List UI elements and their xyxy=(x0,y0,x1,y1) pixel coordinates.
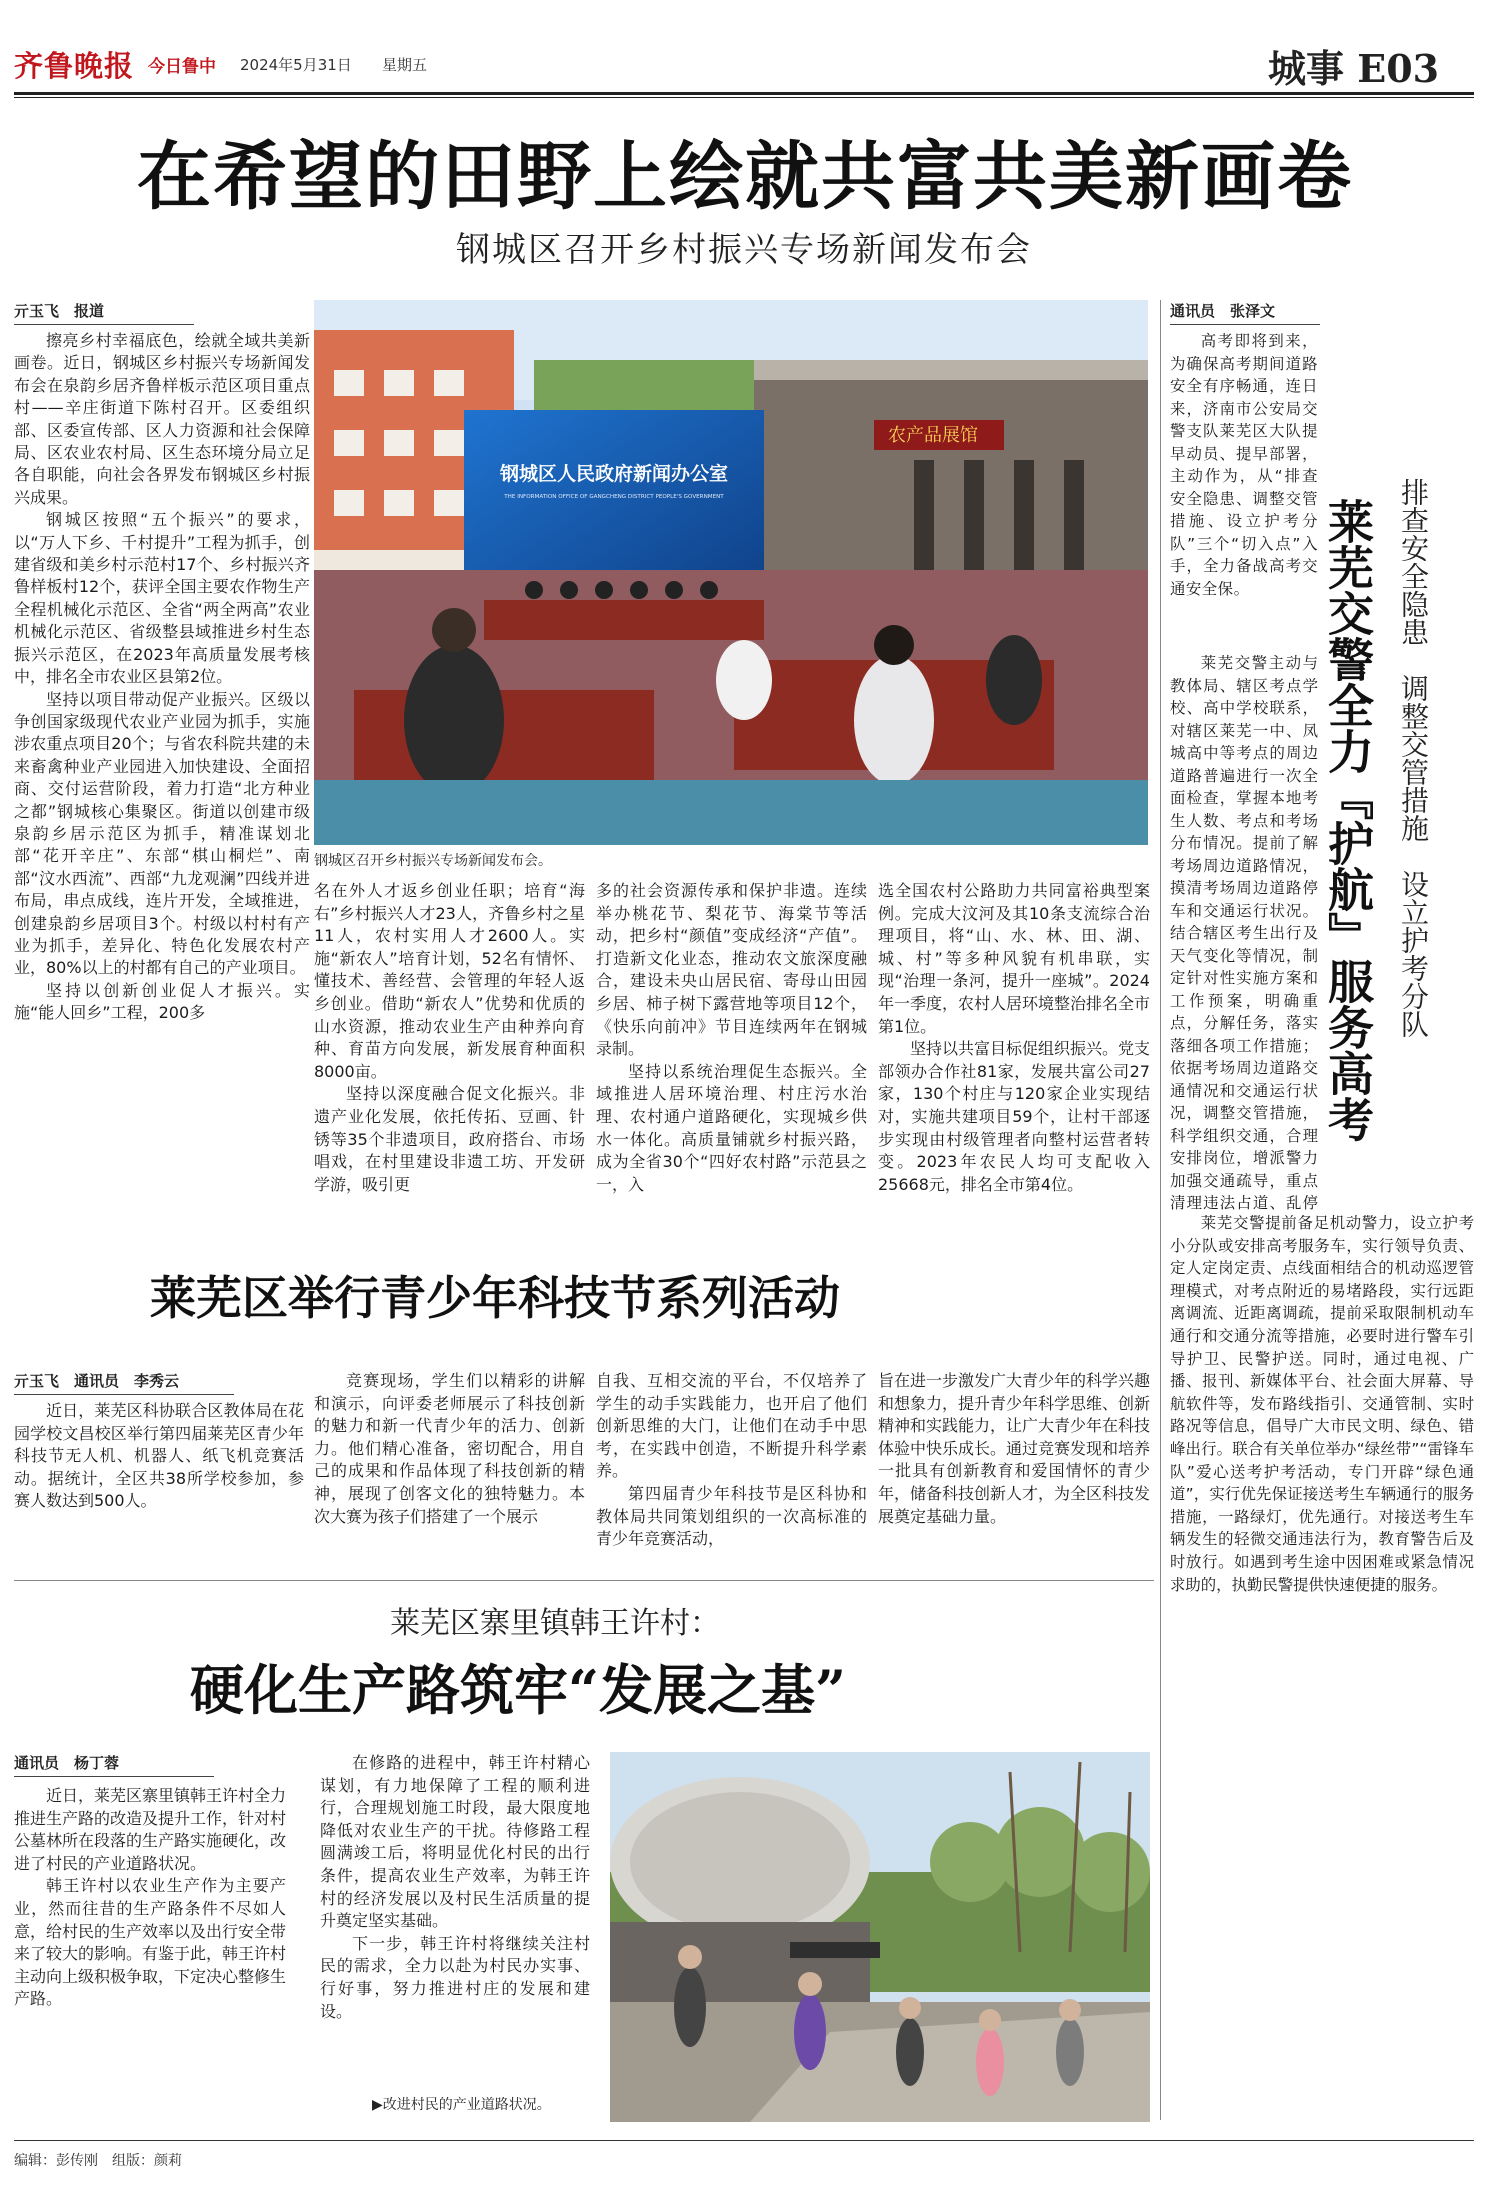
article4-byline: 通讯员 张泽文 xyxy=(1170,300,1320,325)
article4-column-top xyxy=(1170,330,1318,600)
article4-kicker: 排查安全隐患 调整交管措施 设立护考分队 xyxy=(1397,478,1430,1038)
paragraph: 竞赛现场，学生们以精彩的讲解和演示，向评委老师展示了科技创新的魅力和新一代青少年的活力、创新力。他们精心准备，密切配合，用自己的成果和作品体现了科技创新的精神，展现了创客文化的独特魅力。本次大赛为孩子们搭建了一个展示 xyxy=(314,1371,585,1526)
article4-column-mid xyxy=(1170,652,1318,1212)
article2-column-2 xyxy=(314,1370,585,1528)
header-rule xyxy=(14,92,1474,95)
issue-date: 2024年5月31日 xyxy=(240,56,352,74)
article3-byline: 通讯员 杨丁蓉 xyxy=(14,1752,214,1777)
paragraph: 自我、互相交流的平台，不仅培养了学生的动手实践能力，也开启了他们创新思维的大门，让他们在动手中思考，在实践中创造，不断提升科学素养。 xyxy=(596,1371,867,1481)
article1-column-4 xyxy=(878,880,1150,1196)
article3-title: 硬化生产路筑牢“发展之基” xyxy=(190,1658,847,1722)
paragraph: 近日，莱芜区科协联合区教体局在花园学校文昌校区举行第四届莱芜区青少年科技节无人机、机器人、纸飞机竞赛活动。据统计，全区共38所学校参加，参赛人数达到500人。 xyxy=(14,1401,304,1511)
paragraph: 选全国农村公路助力共同富裕典型案例。完成大汶河及其10条支流综合治理项目，将“山、水、林、田、湖、城、村”等多种风貌有机串联，实现“治理一条河，提升一座城”。2024年一季度，农村人居环境整治排名全市第1位。 xyxy=(878,881,1151,1036)
paragraph: 钢城区按照“五个振兴”的要求，以“万人下乡、千村提升”工程为抓手，创建省级和美乡村示范村17个、乡村振兴齐鲁样板村12个，获评全国主要农作物生产全程机械化示范区、全省“两全两高”农业机械化示范区、省级整县域推进乡村生态振兴示范区，在2023年高质量发展考核中，排名全市农业区县第2位。 xyxy=(14,510,310,687)
paragraph: 高考即将到来，为确保高考期间道路安全有序畅通，连日来，济南市公安局交警支队莱芜区大队提早动员、提早部署，主动作为，从“排查安全隐患、调整交管措施、设立护考分队”三个“切入点”入手，全力备战高考交通安全保。 xyxy=(1170,332,1318,598)
photo-banner-text: 钢城区人民政府新闻办公室 xyxy=(499,463,729,485)
paragraph: 韩王许村以农业生产作为主要产业，然而往昔的生产路条件不尽如人意，给村民的生产效率以及出行安全带来了较大的影响。有鉴于此，韩王许村主动向上级积极争取，下定决心整修生产路。 xyxy=(14,1876,287,2009)
column-divider xyxy=(1160,300,1161,2120)
footer-editor: 编辑：彭传刚 组版：颜莉 xyxy=(14,2153,182,2169)
article2-column-1 xyxy=(14,1400,304,1513)
paragraph: 坚持以共富目标促组织振兴。党支部领办合作社81家，发展共富公司27家，130个村庄与120家企业实现结对，实施共建项目59个，让村干部逐步实现由村级管理者向整村运营者转变。2023年农民人均可支配收入25668元，排名全市第4位。 xyxy=(878,1039,1151,1194)
road-construction-photo xyxy=(610,1752,1150,2122)
paragraph: 坚持以深度融合促文化振兴。非遗产业化发展，依托传拓、豆画、针锈等35个非遗项目，政府搭台、市场唱戏，在村里建设非遗工坊、开发研学游，吸引更 xyxy=(314,1084,585,1194)
newspaper-logo: 齐鲁晚报 xyxy=(14,49,135,83)
paragraph: 坚持以系统治理促生态振兴。全域推进人居环境治理、村庄污水治理、农村通户道路硬化，实现城乡供水一体化。高质量铺就乡村振兴路，成为全省30个“四好农村路”示范县之一，入 xyxy=(596,1061,867,1194)
paragraph: 莱芜交警提前备足机动警力，设立护考小分队或安排高考服务车，实行领导负责、定人定岗定责、点线面相结合的机动巡逻管理模式，对考点附近的易堵路段，实行远距离调流、近距离调疏，提前采取限制机动车通行和交通分流等措施，必要时进行警车引导护卫、民警护送。同时，通过电视、广播、报刊、新媒体平台、社会面大屏幕、导航软件等，发布路线指引、交通管制、实时路况等信息，倡导广大市民文明、绿色、错峰出行。联合有关单位举办“绿丝带”“雷锋车队”爱心送考护考活动，专门开辟“绿色通道”，实行优先保证接送考生车辆通行的服务措施，一路绿灯，优先通行。对接送考生车辆发生的轻微交通违法行为，教育警告后及时放行。如遇到考生途中因困难或紧急情况求助的，执勤民警提供快速便捷的服务。 xyxy=(1170,1214,1474,1594)
article2-column-4 xyxy=(878,1370,1150,1528)
footer-rule xyxy=(14,2140,1474,2141)
photo-sign-text: 农产品展馆 xyxy=(888,425,978,446)
paragraph: 名在外人才返乡创业任职；培育“海右”乡村振兴人才23人，齐鲁乡村之星11人，农村实用人才2600人。实施“新农人”培育计划，52名有情怀、懂技术、善经营、会管理的年轻人返乡创业。借助“新农人”优势和优质的山水资源，推动农业生产由种养向育种、育苗方向发展，新发展育种面积8000亩。 xyxy=(314,881,585,1081)
paragraph: 旨在进一步激发广大青少年的科学兴趣和想象力，提升青少年科学思维、创新精神和实践能力，让广大青少年在科技体验中快乐成长。通过竞赛发现和培养一批具有创新教育和爱国情怀的青少年，储备科技创新人才，为全区科技发展奠定基础力量。 xyxy=(878,1371,1151,1526)
paragraph: 在修路的进程中，韩王许村精心谋划，有力地保障了工程的顺利进行，合理规划施工时段，最大限度地降低对农业生产的干扰。待修路工程圆满竣工后，将明显优化村民的出行条件，提高农业生产效率，为韩王许村的经济发展以及村民生活质量的提升奠定坚实基础。 xyxy=(320,1753,590,1931)
photo-banner-en: THE INFORMATION OFFICE OF GANGCHENG DISTRICT PEOPLE'S GOVERNMENT xyxy=(504,494,724,500)
article1-column-3 xyxy=(596,880,867,1196)
section-divider xyxy=(14,1580,1154,1581)
paragraph: 莱芜交警主动与教体局、辖区考点学校、高中学校联系，对辖区莱芜一中、凤城高中等考点的周边道路普遍进行一次全面检查，掌握本地考生人数、考点和考场分布情况。提前了解考场周边道路情况，摸清考场周边道路停车和交通运行状况。结合辖区考生出行及天气变化等情况，制定针对性实施方案和工作预案，明确重点，分解任务，落实落细各项工作措施；依据考场周边道路交通情况和交通运行状况，调整交管措施，科学组织交通，合理安排岗位，增派警力加强交通疏导，重点清理违法占道、乱停 xyxy=(1170,654,1318,1212)
article1-byline: 亓玉飞 报道 xyxy=(14,300,194,325)
header-rule-thin xyxy=(14,97,1474,98)
paragraph: 坚持以创新创业促人才振兴。实施“能人回乡”工程，200多 xyxy=(14,980,310,1023)
article1-photo-caption: 钢城区召开乡村振兴专场新闻发布会。 xyxy=(314,853,552,869)
article3-photo-caption: ▶改进村民的产业道路状况。 xyxy=(372,2097,551,2113)
paragraph: 第四届青少年科技节是区科协和教体局共同策划组织的一次高标准的青少年竞赛活动， xyxy=(596,1483,867,1549)
article3-column-1 xyxy=(14,1785,286,2011)
paragraph: 擦亮乡村幸福底色，绘就全域共美新画卷。近日，钢城区乡村振兴专场新闻发布会在泉韵乡居齐鲁样板示范区项目重点村——辛庄街道下陈村召开。区委组织部、区委宣传部、区人力资源和社会保障局、区农业农村局、区生态环境分局立足各自职能，向社会各界发布钢城区乡村振兴成果。 xyxy=(14,331,310,507)
edition-tag: 今日鲁中 xyxy=(148,57,216,77)
article1-column-2 xyxy=(314,880,585,1196)
article1-column-1 xyxy=(14,330,310,1230)
article1-photo xyxy=(314,300,1148,845)
article2-byline: 亓玉飞 通讯员 李秀云 xyxy=(14,1370,234,1395)
paragraph: 下一步，韩王许村将继续关注村民的需求，全力以赴为村民办实事、行好事，努力推进村庄的发展和建设。 xyxy=(320,1933,590,2021)
paragraph: 坚持以项目带动促产业振兴。区级以争创国家级现代农业产业园为抓手，实施涉农重点项目20个；与省农科院共建的未来畜禽种业产业园进入加快建设、全面招商、交付运营阶段，着力打造“北方种业之都”钢城核心集聚区。街道以创建市级泉韵乡居示范区为抓手，精准谋划北部“花开辛庄”、东部“棋山桐烂”、南部“汶水西流”、西部“九龙观澜”四线并进布局，串点成线，连片开发，全域推进，创建泉韵乡居项目3个。村级以村村有产业为抓手，差异化、特色化发展农村产业，80%以上的村都有自己的产业项目。 xyxy=(14,689,310,978)
article4-title: 莱芜交警全力『护航』服务高考 xyxy=(1321,498,1375,1142)
press-conference-photo xyxy=(314,300,1148,845)
paragraph: 近日，莱芜区寨里镇韩王许村全力推进生产路的改造及提升工作，针对村公墓林所在段落的生产路实施硬化，改进了村民的产业道路状况。 xyxy=(14,1786,287,1873)
article1-subtitle: 钢城区召开乡村振兴专场新闻发布会 xyxy=(456,230,1032,270)
article3-photo xyxy=(610,1752,1150,2122)
issue-weekday: 星期五 xyxy=(382,56,428,74)
article2-column-3 xyxy=(596,1370,867,1551)
article3-column-2 xyxy=(320,1752,590,2023)
article3-kicker: 莱芜区寨里镇韩王许村： xyxy=(390,1606,720,1641)
article1-title: 在希望的田野上绘就共富共美新画卷 xyxy=(137,134,1353,220)
article4-column-bottom xyxy=(1170,1212,1474,2107)
paragraph: 多的社会资源传承和保护非遗。连续举办桃花节、梨花节、海棠节等活动，把乡村“颜值”变成经济“产值”。打造新文化业态，推动农文旅深度融合，建设未央山居民宿、寄母山田园乡居、柿子树下露营地等项目12个，《快乐向前冲》节目连续两年在钢城录制。 xyxy=(596,881,867,1059)
article2-title: 莱芜区举行青少年科技节系列活动 xyxy=(150,1271,840,1325)
section-label: 城事 E03 xyxy=(1268,46,1440,91)
